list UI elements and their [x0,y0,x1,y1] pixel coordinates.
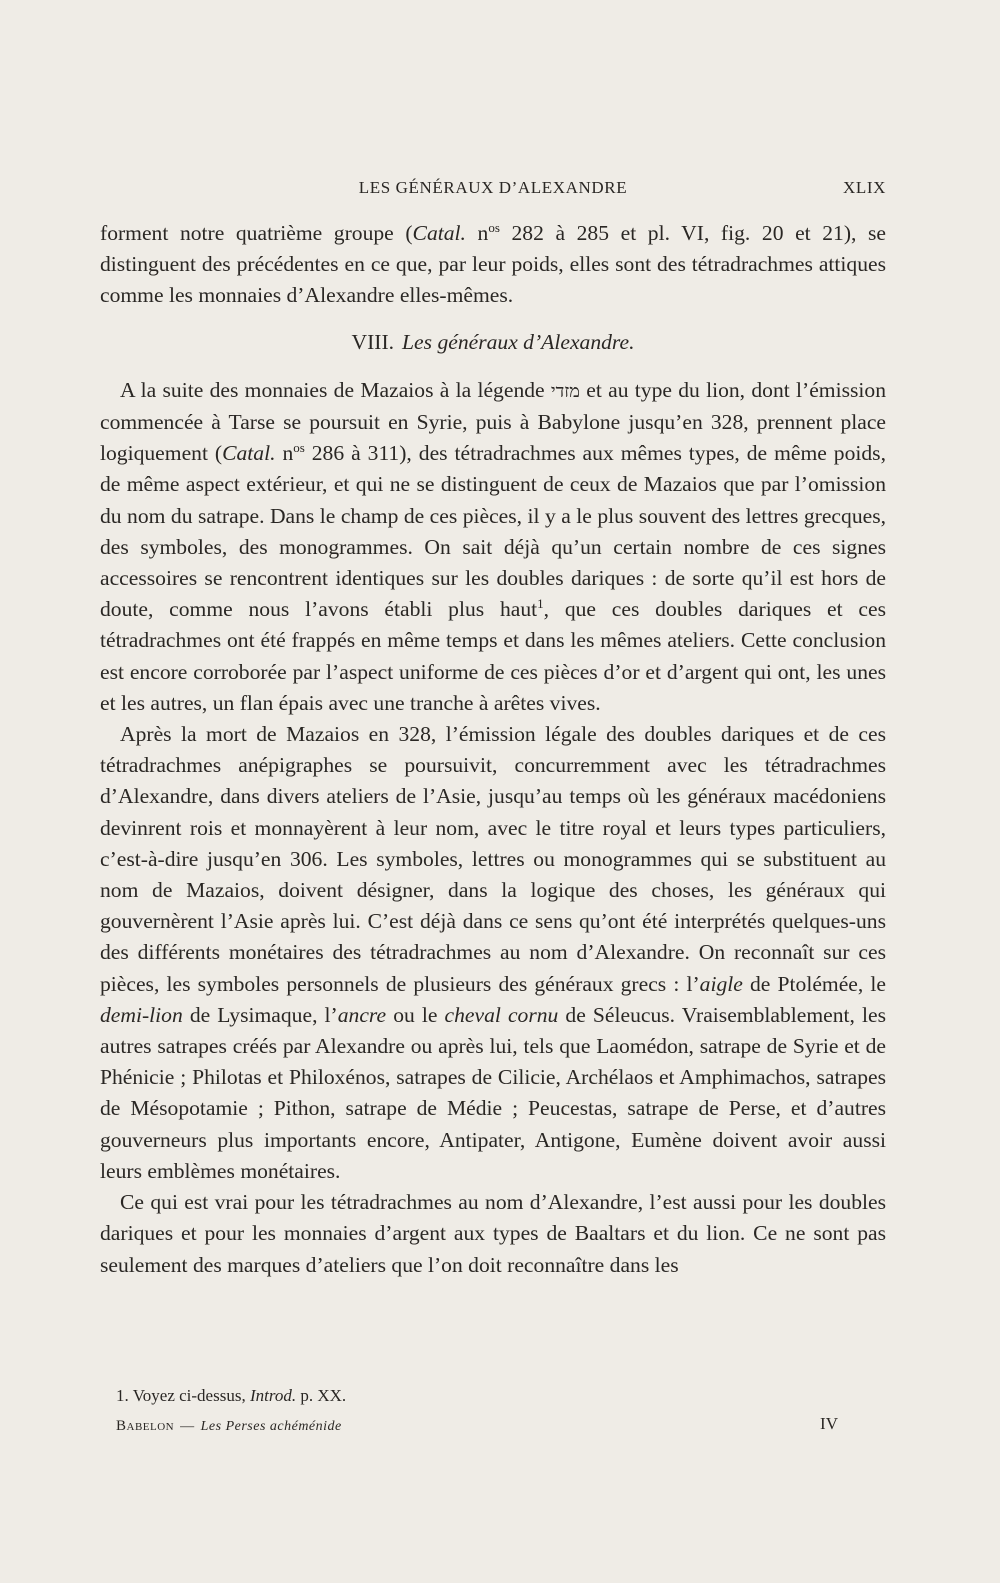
page-number: XLIX [843,178,886,197]
signature-work: Les Perses achéménide [200,1419,342,1434]
text-run: 286 à 311), des tétradrachmes aux mêmes types, de même poids, de même aspect extérieur, et qui ne se distinguent de ceux de Mazaios que par l’omission du nom du satrape. Dans le champ de ces pièces, il y a le plus souvent des lettres grecques, des symboles, des monogrammes. On sait déjà qu’un certain nombre de ces signes accessoires se rencontrent identiques sur les doubles dariques : de sorte qu’il est hors de doute, comme nous l’avons établi plus haut [100,441,886,622]
text-run: A la suite des monnaies de Mazaios à la légende [120,377,551,402]
italic-term: aigle [699,971,743,996]
paragraph-4: Ce qui est vrai pour les tétradrachmes au nom d’Alexandre, l’est aussi pour les doubles dariques et pour les monnaies d’argent aux types de Baaltars et du lion. Ce ne sont pas seulement des marques d’ateliers que l’on doit reconnaître dans les [100,1190,886,1277]
italic-term: demi-lion [100,1002,183,1027]
paragraph-3 [100,719,886,1187]
footnote [116,1386,346,1406]
section-heading [100,327,886,358]
text-run: de Séleucus. Vraisemblablement, les autres satrapes créés par Alexandre ou après lui, tels que Laomédon, satrape de Syrie et de Phénicie ; Philotas et Philoxénos, satrapes de Cilicie, Archélaos et Amphimachos, satrapes de Mésopotamie ; Pithon, satrape de Médie ; Peucestas, satrape de Perse, et d’autres gouverneurs plus importants encore, Antipater, Antigone, Eumène doivent avoir aussi leurs emblèmes monétaires. [100,1002,886,1183]
italic-term: ancre [337,1002,387,1027]
text-run: forment notre quatrième groupe ( [100,221,413,245]
text-run: n [465,221,489,245]
signature-separator: — [180,1419,195,1434]
catal-abbrev: Catal. [412,221,466,245]
text-run: de Ptolémée, le [742,971,886,996]
superscript: os [488,219,500,235]
footnote-marker: 1 [537,596,544,612]
text-run: ou le [386,1002,445,1027]
catal-abbrev: Catal. [222,441,276,466]
paragraph-2 [100,375,886,719]
text-run: de Lysimaque, l’ [182,1002,338,1027]
superscript: os [293,440,305,456]
sheet-mark: IV [820,1414,838,1433]
text-run: 282 à 285 et pl. VI, fig. 20 et 21), se distinguent des précédentes en ce que, par leur poids, elles sont des tétradrachmes attiques comme les monnaies d’Alexandre elles-mêmes. [100,221,886,308]
footnote-number: 1. [116,1386,129,1405]
body-text [100,218,886,1281]
hebrew-legend: מזדי [550,380,580,401]
printer-signature [116,1418,342,1435]
text-run: p. XX. [296,1386,347,1405]
text-run: , que ces doubles dariques et ces tétradrachmes ont été frappés en même temps et dans les mêmes ateliers. Cette conclusion est encore corroborée par l’aspect uniforme de ces pièces d’or et d’argent qui ont, les unes et les autres, un flan épais avec une tranche à arêtes vives. [100,597,886,715]
text-run: n [275,441,294,466]
introd-abbrev: Introd. [249,1386,297,1405]
text-run: Voyez ci-dessus, [128,1386,250,1405]
signature-author: Babelon [116,1418,175,1434]
paragraph-1 [100,218,886,312]
running-header [100,178,886,208]
italic-term: cheval cornu [444,1002,559,1027]
text-run: Après la mort de Mazaios en 328, l’émission légale des doubles dariques et de ces tétradrachmes anépigraphes se poursuivit, concurremment avec les tétradrachmes d’Alexandre, dans divers ateliers de l’Asie, jusqu’au temps où les généraux macédoniens devinrent rois et monnayèrent à leur nom, avec le titre royal et leurs types particuliers, c’est-à-dire jusqu’en 306. Les symboles, lettres ou monogrammes qui se substituent au nom de Mazaios, doivent désigner, dans la logique des choses, les généraux qui gouvernèrent l’Asie après lui. C’est déjà dans ce sens qu’ont été interprétés quelques-uns des différents monétaires des tétradrachmes au nom d’Alexandre. On reconnaît sur ces pièces, les symboles personnels de plusieurs des généraux grecs : l’ [100,722,886,996]
running-title: LES GÉNÉRAUX D’ALEXANDRE [358,178,628,197]
text-run: et au type du lion, dont l’émission commencée à Tarse se poursuit en Syrie, puis à Babylone jusqu’en 328, prennent place logiquement ( [100,377,886,466]
section-title: Les généraux d’Alexandre. [402,329,635,354]
section-number: VIII. [351,329,395,354]
